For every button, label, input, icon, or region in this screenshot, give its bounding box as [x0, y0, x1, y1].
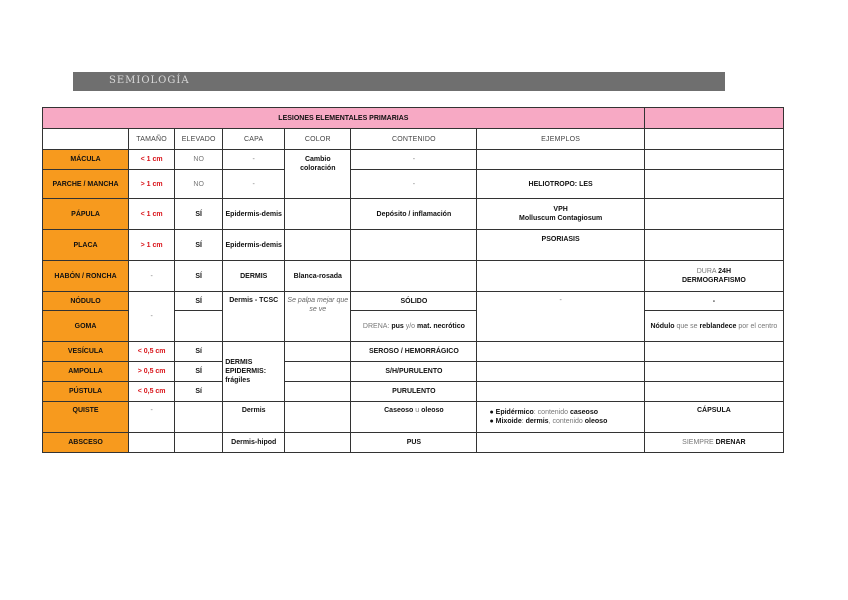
lesion-placa: PLACA — [43, 230, 129, 261]
ejemplos-cell — [477, 382, 644, 402]
lesion-pustula: PÚSTULA — [43, 382, 129, 402]
tamano-cell: < 0,5 cm — [129, 342, 175, 362]
elevado-cell: Sí — [175, 342, 223, 362]
extra-cell — [644, 342, 783, 362]
tamano-cell: > 1 cm — [129, 230, 175, 261]
ejemplos-cell — [477, 402, 644, 433]
extra-cell — [644, 382, 783, 402]
col-color: COLOR — [285, 129, 351, 150]
table-row — [43, 199, 784, 230]
elevado-cell: SÍ — [175, 261, 223, 292]
table-row — [43, 292, 784, 311]
capa-cell: Dermis-hipod — [223, 433, 285, 453]
extra-cell: - — [644, 292, 783, 311]
table-row — [43, 362, 784, 382]
lesion-goma: GOMA — [43, 311, 129, 342]
ejemplo-vph: VPH — [553, 206, 568, 213]
ejemplos-cell — [477, 433, 644, 453]
col-tamano: TAMAÑO — [129, 129, 175, 150]
lesion-habon: HABÓN / RONCHA — [43, 261, 129, 292]
tamano-cell: - — [129, 292, 175, 342]
color-cell — [285, 230, 351, 261]
lesion-parche: PARCHE / MANCHA — [43, 170, 129, 199]
tamano-cell: < 1 cm — [129, 150, 175, 170]
table-header-row — [43, 108, 784, 129]
tamano-cell: < 1 cm — [129, 199, 175, 230]
ejemplo-molluscum: Molluscum Contagiosum — [519, 215, 603, 222]
contenido-cell — [351, 261, 477, 292]
elevado-cell: SÍ — [175, 230, 223, 261]
col-ejemplos: EJEMPLOS — [477, 129, 644, 150]
capa-cell: - — [223, 170, 285, 199]
capa-cell: - — [223, 150, 285, 170]
contenido-cell: SÓLIDO — [351, 292, 477, 311]
elevado-cell — [175, 402, 223, 433]
extra-cell — [644, 150, 783, 170]
color-cell: Cambio coloración — [285, 150, 351, 199]
ejemplos-cell — [477, 362, 644, 382]
contenido-cell: SEROSO / HEMORRÁGICO — [351, 342, 477, 362]
table-row — [43, 402, 784, 433]
color-cell — [285, 382, 351, 402]
extra-cell — [644, 261, 783, 292]
capa-cell: DERMIS — [223, 261, 285, 292]
col-elevado: ELEVADO — [175, 129, 223, 150]
extra-cell — [644, 170, 783, 199]
empty-corner-cell — [43, 129, 129, 150]
ejemplos-cell — [477, 261, 644, 292]
col-extra — [644, 129, 783, 150]
color-cell — [285, 342, 351, 362]
table-row — [43, 342, 784, 362]
contenido-cell: Depósito / inflamación — [351, 199, 477, 230]
extra-24h: 24H — [718, 268, 731, 275]
list-item: ● Mixoide: dermis, contenido oleoso — [489, 418, 608, 425]
lesion-macula: MÁCULA — [43, 150, 129, 170]
extra-dura: DURA — [696, 268, 719, 275]
ejemplos-cell: - — [477, 292, 644, 342]
lesion-nodulo: NÓDULO — [43, 292, 129, 311]
ejemplos-cell — [477, 150, 644, 170]
color-cell: Blanca-rosada — [285, 261, 351, 292]
section-banner — [73, 72, 725, 91]
color-cell — [285, 433, 351, 453]
extra-cell — [644, 362, 783, 382]
ejemplos-cell: PSORIASIS — [477, 230, 644, 261]
extra-cell: SIEMPRE DRENAR — [644, 433, 783, 453]
color-cell — [285, 199, 351, 230]
lesion-absceso: ABSCESO — [43, 433, 129, 453]
elevado-cell — [175, 433, 223, 453]
color-cell — [285, 402, 351, 433]
color-cell: Se palpa mejar que se ve — [285, 292, 351, 342]
capa-cell: Epidermis-demis — [223, 199, 285, 230]
column-header-row — [43, 129, 784, 150]
header-empty-cell — [644, 108, 783, 129]
color-cell — [285, 362, 351, 382]
elevado-cell: NO — [175, 150, 223, 170]
extra-dermografismo: DERMOGRAFISMO — [681, 277, 746, 284]
contenido-cell: PURULENTO — [351, 382, 477, 402]
lesion-papula: PÁPULA — [43, 199, 129, 230]
extra-cell: CÁPSULA — [644, 402, 783, 433]
lesion-ampolla: AMPOLLA — [43, 362, 129, 382]
capa-cell: DERMIS EPIDERMIS: frágiles — [223, 342, 285, 402]
elevado-cell: SÍ — [175, 199, 223, 230]
main-header: LESIONES ELEMENTALES PRIMARIAS — [43, 108, 645, 129]
contenido-cell: - — [351, 170, 477, 199]
table-row — [43, 230, 784, 261]
tamano-cell: - — [129, 261, 175, 292]
table-row — [43, 382, 784, 402]
col-capa: CAPA — [223, 129, 285, 150]
capa-cell: Epidermis-demis — [223, 230, 285, 261]
capa-cell: Dermis — [223, 402, 285, 433]
lesion-quiste: QUISTE — [43, 402, 129, 433]
elevado-cell: Sí — [175, 382, 223, 402]
elevado-cell — [175, 311, 223, 342]
contenido-cell: DRENA: pus y/o mat. necrótico — [351, 311, 477, 342]
capa-cell: Dermis - TCSC — [223, 292, 285, 342]
contenido-cell: PUS — [351, 433, 477, 453]
ejemplos-cell — [477, 199, 644, 230]
list-item: ● Epidérmico: contenido caseoso — [489, 409, 599, 416]
lesiones-table — [42, 107, 784, 453]
tamano-cell: > 1 cm — [129, 170, 175, 199]
table-row — [43, 433, 784, 453]
contenido-cell: - — [351, 150, 477, 170]
elevado-cell: SÍ — [175, 362, 223, 382]
ejemplos-cell: HELIOTROPO: LES — [477, 170, 644, 199]
table-row — [43, 261, 784, 292]
contenido-cell — [351, 230, 477, 261]
table-row — [43, 170, 784, 199]
elevado-cell: SÍ — [175, 292, 223, 311]
tamano-cell — [129, 433, 175, 453]
extra-cell — [644, 199, 783, 230]
contenido-cell: S/H/PURULENTO — [351, 362, 477, 382]
col-contenido: CONTENIDO — [351, 129, 477, 150]
tamano-cell: < 0,5 cm — [129, 382, 175, 402]
lesion-vesicula: VESÍCULA — [43, 342, 129, 362]
tamano-cell: - — [129, 402, 175, 433]
elevado-cell: NO — [175, 170, 223, 199]
extra-cell: Nódulo que se reblandece por el centro — [644, 311, 783, 342]
section-title: SEMIOLOGÍA — [109, 75, 190, 86]
table-row — [43, 150, 784, 170]
contenido-cell: Caseoso u oleoso — [351, 402, 477, 433]
ejemplos-cell — [477, 342, 644, 362]
tamano-cell: > 0,5 cm — [129, 362, 175, 382]
extra-cell — [644, 230, 783, 261]
